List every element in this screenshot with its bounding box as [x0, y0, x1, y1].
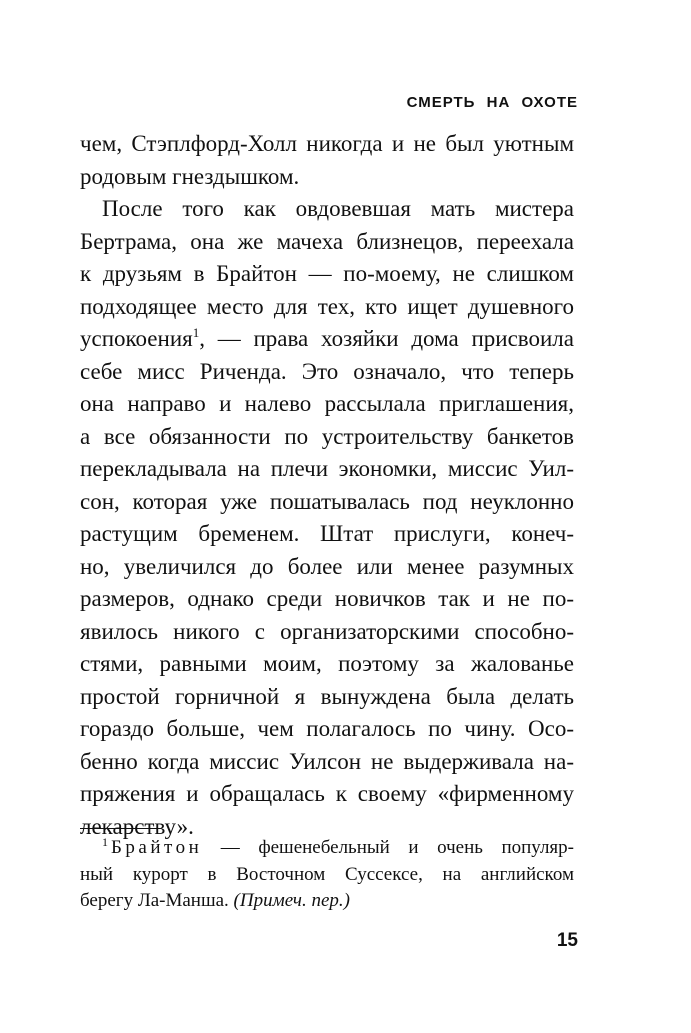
text-line: чем, Стэплфорд-Холл никогда и не был уютным: [80, 131, 574, 156]
running-header: СМЕРТЬ НА ОХОТЕ: [406, 94, 578, 111]
text-line: гораздо больше, чем полагалось по чину. Осо-: [80, 716, 574, 741]
text-line: но, увеличился до более или менее разумных: [80, 553, 574, 579]
text-segment: успокоения: [80, 326, 193, 351]
text-line: перекладывала на плечи экономки, миссис Уил-: [80, 456, 574, 481]
text-line: себе мисс Риченда. Это означало, что теперь: [80, 358, 574, 384]
text-line: Бертрама, она же мачеха близнецов, переехала: [80, 228, 574, 254]
text-line: родовым гнездышком.: [80, 163, 300, 189]
text-line: лекарству».: [80, 813, 194, 839]
text-line: явилось никого с организаторскими способно-: [80, 618, 574, 644]
footnote: [80, 835, 574, 915]
text-line: размеров, однако среди новичков так и не по-: [80, 586, 574, 611]
footnote-marker: 1: [102, 835, 108, 849]
body-text: [80, 128, 574, 843]
footnote-term: Брайтон: [111, 837, 203, 858]
footnote-line: ный курорт в Восточном Суссексе, на английском: [80, 863, 574, 885]
footnote-line: [80, 888, 574, 915]
footnote-reference[interactable]: 1: [192, 325, 200, 340]
text-line: [80, 323, 574, 356]
text-line: простой горничной я вынуждена была делать: [80, 683, 574, 709]
text-line: После того как овдовевшая мать мистера: [102, 196, 574, 221]
text-line: подходящее место для тех, кто ищет душевного: [80, 293, 574, 319]
footnote-text: — фешенебельный и очень популяр-: [202, 837, 574, 858]
text-line: к друзьям в Брайтон — по-моему, не слишком: [80, 261, 574, 286]
translator-note: (Примеч. пер.): [233, 890, 350, 911]
text-line: пряжения и обращалась к своему «фирменному: [80, 781, 574, 806]
footnote-divider: [80, 828, 160, 829]
text-line: растущим бременем. Штат прислуги, конеч-: [80, 521, 574, 546]
text-line: стями, равными моим, поэтому за жалованье: [80, 651, 574, 676]
text-line: а все обязанности по устроительству банкетов: [80, 423, 574, 449]
text-line: бенно когда миссис Уилсон не выдерживала на-: [80, 748, 574, 774]
text-segment: , — права хозяйки дома присвоила: [199, 326, 574, 351]
page-number: 15: [556, 930, 578, 951]
footnote-line: [80, 835, 574, 862]
text-line: сон, которая уже пошатывалась под неуклонно: [80, 488, 574, 514]
text-line: она направо и налево рассылала приглашения,: [80, 391, 574, 416]
footnote-text: берегу Ла-Манша.: [80, 890, 234, 911]
